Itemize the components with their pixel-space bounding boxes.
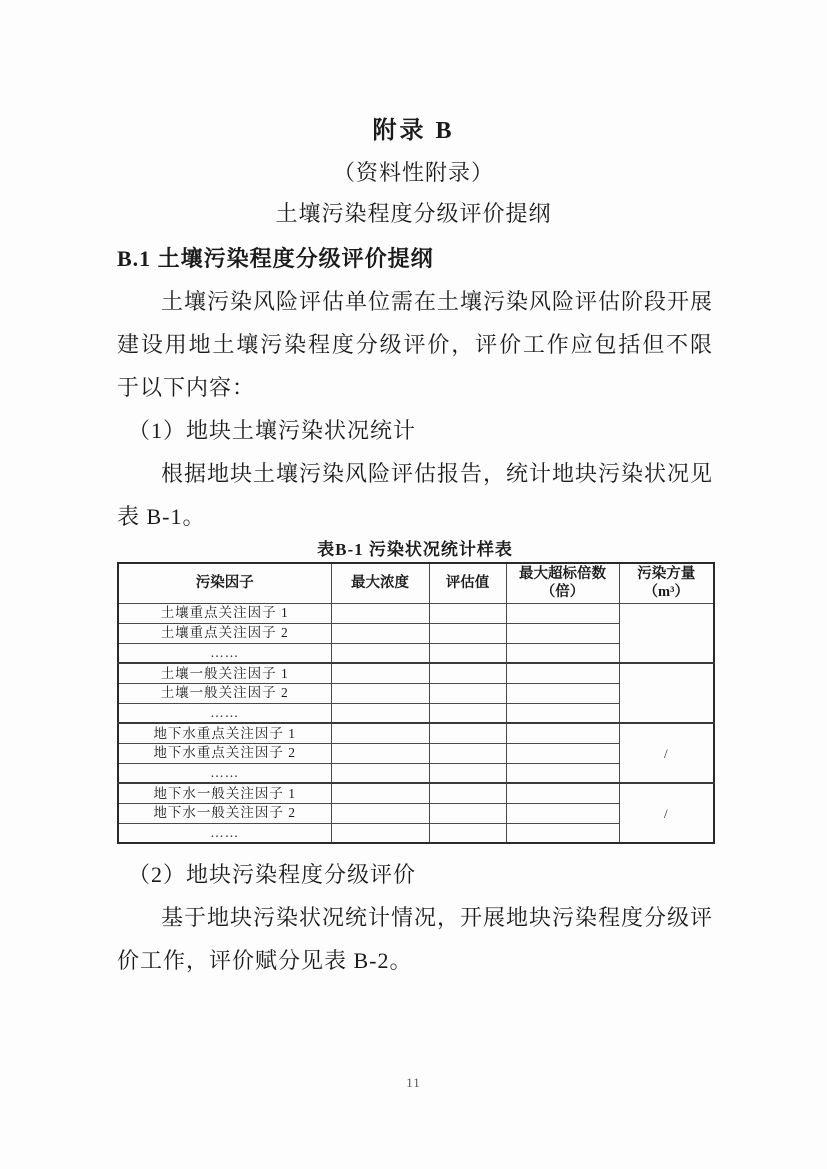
empty-cell <box>429 783 506 803</box>
empty-cell <box>331 643 429 663</box>
table-row <box>118 723 714 743</box>
empty-cell <box>506 663 619 683</box>
empty-cell <box>429 623 506 643</box>
ellipsis-cell: …… <box>118 703 331 723</box>
column-header-label: 污染方量 <box>637 566 696 583</box>
empty-cell <box>331 763 429 783</box>
ellipsis-cell: …… <box>118 763 331 783</box>
empty-cell <box>331 823 429 843</box>
empty-cell <box>429 803 506 823</box>
column-header-pollution-factor <box>118 563 331 603</box>
empty-cell <box>429 823 506 843</box>
empty-cell <box>331 603 429 623</box>
factor-cell: 地下水一般关注因子 1 <box>118 783 331 803</box>
empty-cell <box>331 803 429 823</box>
empty-cell <box>506 743 619 763</box>
paragraph-1: 土壤污染风险评估单位需在土壤污染风险评估阶段开展建设用地土壤污染程度分级评价，评价工作应包括但不限于以下内容： <box>117 289 714 400</box>
table-caption: 表B-1 污染状况统计样表 <box>317 540 513 559</box>
empty-cell <box>506 703 619 723</box>
empty-cell <box>429 743 506 763</box>
factor-cell: 土壤重点关注因子 2 <box>118 623 331 643</box>
empty-cell <box>506 723 619 743</box>
empty-cell <box>506 803 619 823</box>
factor-cell: 地下水重点关注因子 1 <box>118 723 331 743</box>
document-body <box>117 237 713 982</box>
factor-cell: 地下水重点关注因子 2 <box>118 743 331 763</box>
page-number: 11 <box>406 1075 421 1090</box>
empty-cell <box>506 823 619 843</box>
column-header-label: 污染因子 <box>195 575 254 592</box>
empty-cell <box>506 783 619 803</box>
section-heading: B.1 土壤污染程度分级评价提纲 <box>117 246 434 271</box>
paragraph-2: 根据地块土壤污染风险评估报告，统计地块污染状况见表 B-1。 <box>117 461 714 529</box>
volume-merged-cell: / <box>619 723 714 783</box>
factor-cell: 土壤重点关注因子 1 <box>118 603 331 623</box>
empty-cell <box>331 743 429 763</box>
empty-cell <box>506 643 619 663</box>
column-header-assessed-value <box>429 563 506 603</box>
empty-cell <box>331 623 429 643</box>
empty-cell <box>429 763 506 783</box>
list-item-2: （2）地块污染程度分级评价 <box>128 862 417 887</box>
volume-merged-cell <box>619 603 714 663</box>
empty-cell <box>506 603 619 623</box>
empty-cell <box>429 643 506 663</box>
factor-cell: 土壤一般关注因子 1 <box>118 663 331 683</box>
appendix-subtitle: 土壤污染程度分级评价提纲 <box>275 201 552 226</box>
empty-cell <box>506 623 619 643</box>
volume-merged-cell <box>619 663 714 723</box>
ellipsis-cell: …… <box>118 823 331 843</box>
paragraph-3: 基于地块污染状况统计情况，开展地块污染程度分级评价工作，评价赋分见表 B-2。 <box>117 905 714 973</box>
appendix-note: （资料性附录） <box>332 160 494 185</box>
table-row <box>118 663 714 683</box>
column-header-unit: （倍） <box>540 584 585 601</box>
table-row <box>118 783 714 803</box>
empty-cell <box>429 683 506 703</box>
factor-cell: 土壤一般关注因子 2 <box>118 683 331 703</box>
table-header-row <box>118 563 714 603</box>
empty-cell <box>331 703 429 723</box>
column-header-label: 最大超标倍数 <box>519 566 606 583</box>
empty-cell <box>429 703 506 723</box>
empty-cell <box>331 723 429 743</box>
empty-cell <box>506 763 619 783</box>
title-block <box>0 110 827 228</box>
empty-cell <box>331 783 429 803</box>
column-header-unit: （m³） <box>643 584 689 601</box>
empty-cell <box>429 663 506 683</box>
empty-cell <box>429 723 506 743</box>
empty-cell <box>331 663 429 683</box>
list-item-1: （1）地块土壤污染状况统计 <box>128 418 417 443</box>
empty-cell <box>429 603 506 623</box>
factor-cell: 地下水一般关注因子 2 <box>118 803 331 823</box>
empty-cell <box>506 683 619 703</box>
column-header-label: 最大浓度 <box>351 575 409 592</box>
column-header-pollution-volume <box>619 563 714 603</box>
ellipsis-cell: …… <box>118 643 331 663</box>
table-row <box>118 603 714 623</box>
column-header-max-concentration <box>331 563 429 603</box>
table-b1-block <box>117 538 713 844</box>
column-header-label: 评估值 <box>445 575 490 592</box>
column-header-max-exceedance <box>506 563 619 603</box>
table-b1 <box>117 562 715 844</box>
appendix-title: 附录 B <box>372 118 455 144</box>
volume-merged-cell: / <box>619 783 714 843</box>
empty-cell <box>331 683 429 703</box>
